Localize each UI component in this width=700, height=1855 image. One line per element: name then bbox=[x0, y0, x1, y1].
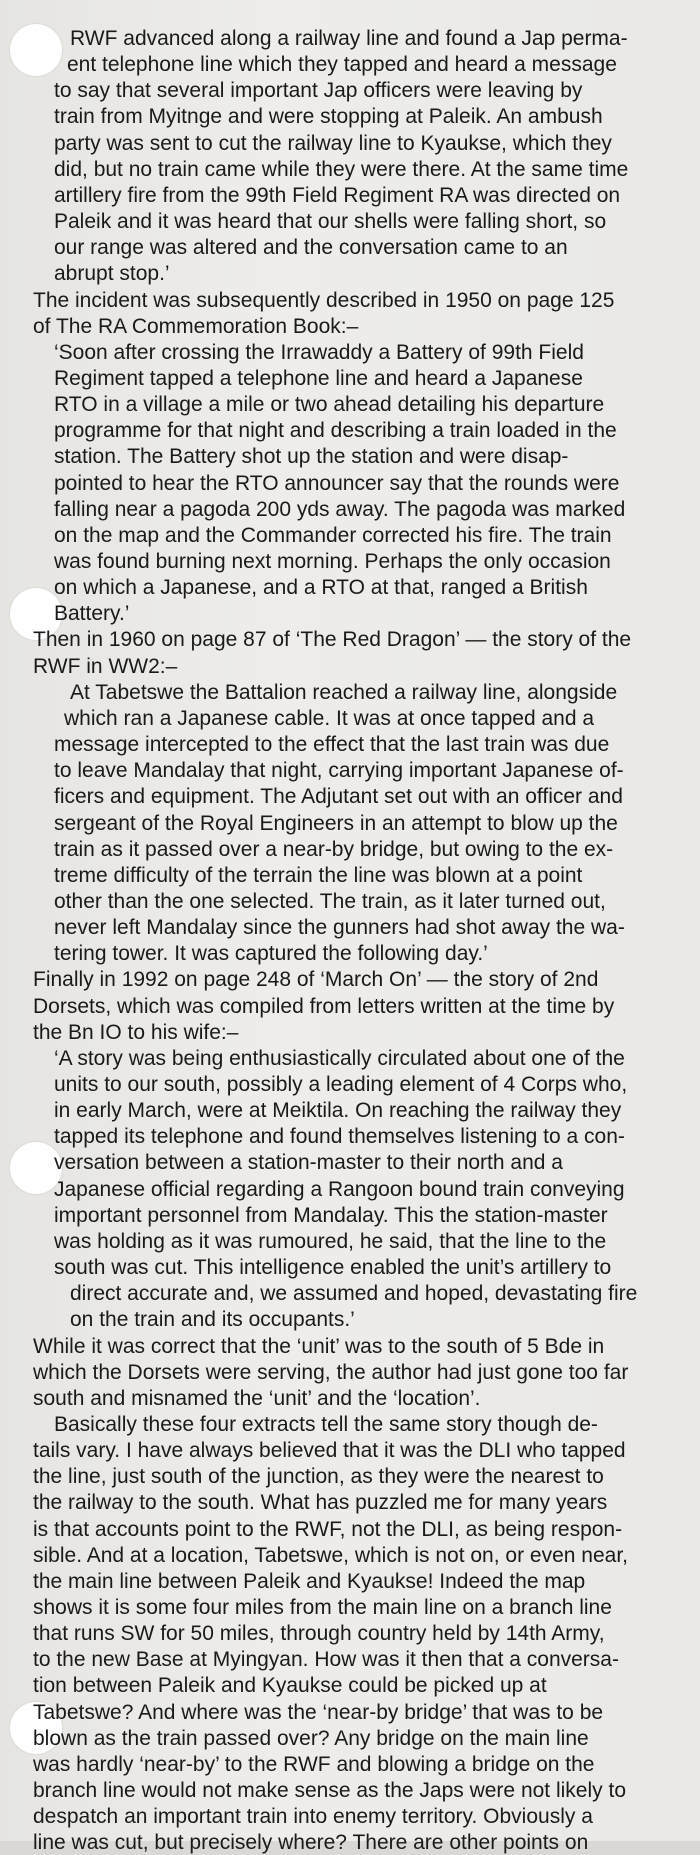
text-line: Then in 1960 on page 87 of ‘The Red Dragon’ — the story of the bbox=[33, 628, 632, 652]
text-line: to the new Base at Myingyan. How was it then that a conversa- bbox=[33, 1648, 619, 1672]
text-line: While it was correct that the ‘unit’ was to the south of 5 Bde in bbox=[33, 1334, 605, 1358]
text-line: Regiment tapped a telephone line and heard a Japanese bbox=[54, 366, 583, 390]
text-line: shows it is some four miles from the main line on a branch line bbox=[33, 1596, 612, 1619]
text-line: branch line would not make sense as the Japs were not likely to bbox=[33, 1779, 626, 1803]
text-line: sergeant of the Royal Engineers in an attempt to blow up the bbox=[54, 811, 618, 835]
text-line: line was cut, but precisely where? There are other points on bbox=[33, 1831, 589, 1855]
text-line: on the train and its occupants.’ bbox=[70, 1308, 355, 1332]
text-line: is that accounts point to the RWF, not the DLI, as being respon- bbox=[33, 1517, 623, 1541]
text-line: important personnel from Mandalay. This the station-master bbox=[54, 1203, 608, 1227]
text-line: RWF advanced along a railway line and found a Jap perma- bbox=[70, 27, 628, 50]
text-line: the line, just south of the junction, as they were the nearest to bbox=[33, 1465, 604, 1489]
text-line: RWF in WW2:– bbox=[33, 654, 178, 678]
text-line: on which a Japanese, and a RTO at that, ranged a British bbox=[54, 576, 588, 600]
text-line: train as it passed over a near-by bridge, but owing to the ex- bbox=[54, 837, 614, 861]
text-line: Tabetswe? And where was the ‘near-by bridge’ that was to be bbox=[33, 1700, 604, 1724]
text-line: Paleik and it was heard that our shells were falling short, so bbox=[54, 210, 607, 234]
text-line: At Tabetswe the Battalion reached a railway line, alongside bbox=[70, 680, 618, 704]
text-line: abrupt stop.’ bbox=[54, 262, 170, 286]
text-line: ‘A story was being enthusiastically circulated about one of the bbox=[54, 1046, 625, 1070]
text-line: station. The Battery shot up the station and were disap- bbox=[54, 445, 569, 469]
text-line: ‘Soon after crossing the Irrawaddy a Battery of 99th Field bbox=[54, 340, 584, 364]
text-line: direct accurate and, we assumed and hoped, devastating fire bbox=[70, 1282, 638, 1306]
text-line: ficers and equipment. The Adjutant set out with an officer and bbox=[54, 785, 623, 809]
text-line: programme for that night and describing a train loaded in the bbox=[54, 419, 617, 443]
text-line: our range was altered and the conversation came to an bbox=[54, 236, 568, 260]
text-line: which the Dorsets were serving, the author had just gone too far bbox=[33, 1360, 629, 1384]
text-line: south was cut. This intelligence enabled the unit’s artillery to bbox=[54, 1256, 612, 1280]
text-line: versation between a station-master to their north and a bbox=[54, 1151, 563, 1175]
text-line: units to our south, possibly a leading element of 4 Corps who, bbox=[54, 1073, 628, 1096]
text-line: ent telephone line which they tapped and heard a message bbox=[67, 53, 617, 77]
text-line: RTO in a village a mile or two ahead detailing his departure bbox=[54, 393, 605, 417]
punch-hole bbox=[10, 24, 62, 76]
text-line: other than the one selected. The train, as it later turned out, bbox=[54, 889, 606, 913]
text-line: Japanese official regarding a Rangoon bound train conveying bbox=[54, 1177, 625, 1201]
text-line: was found burning next morning. Perhaps the only occasion bbox=[54, 550, 611, 573]
text-line: pointed to hear the RTO announcer say that the rounds were bbox=[54, 471, 620, 495]
text-line: the Bn IO to his wife:– bbox=[33, 1020, 239, 1044]
text-line: did, but no train came while they were there. At the same time bbox=[54, 157, 629, 181]
text-line: the main line between Paleik and Kyaukse! Indeed the map bbox=[33, 1569, 586, 1593]
text-line: blown as the train passed over? Any bridge on the main line bbox=[33, 1726, 589, 1750]
text-line: treme difficulty of the terrain the line was blown at a point bbox=[54, 863, 583, 887]
text-line: Finally in 1992 on page 248 of ‘March On’ — the story of 2nd bbox=[33, 968, 599, 992]
text-line: was hardly ‘near-by’ to the RWF and blowing a bridge on the bbox=[33, 1752, 595, 1776]
text-line: despatch an important train into enemy territory. Obviously a bbox=[33, 1805, 593, 1829]
text-line: tapped its telephone and found themselves listening to a con- bbox=[54, 1125, 625, 1149]
text-line: to say that several important Jap officers were leaving by bbox=[54, 79, 583, 103]
text-line: in early March, were at Meiktila. On reaching the railway they bbox=[54, 1099, 622, 1123]
text-line: Dorsets, which was compiled from letters written at the time by bbox=[33, 994, 615, 1018]
text-line: Battery.’ bbox=[54, 602, 130, 626]
text-line: artillery fire from the 99th Field Regiment RA was directed on bbox=[54, 183, 621, 207]
text-line: tion between Paleik and Kyaukse could be picked up at bbox=[33, 1674, 547, 1698]
text-line: tering tower. It was captured the following day.’ bbox=[54, 942, 488, 966]
text-line: tails vary. I have always believed that it was the DLI who tapped bbox=[33, 1439, 626, 1463]
text-line: falling near a pagoda 200 yds away. The pagoda was marked bbox=[54, 497, 626, 521]
text-line: on the map and the Commander corrected his fire. The train bbox=[54, 523, 612, 547]
text-line: which ran a Japanese cable. It was at once tapped and a bbox=[64, 706, 595, 730]
text-line: party was sent to cut the railway line to Kyaukse, which they bbox=[54, 131, 612, 155]
text-line: message intercepted to the effect that the last train was due bbox=[54, 733, 610, 757]
text-line: south and misnamed the ‘unit’ and the ‘location’. bbox=[33, 1386, 481, 1410]
text-line: never left Mandalay since the gunners had shot away the wa- bbox=[54, 916, 625, 940]
text-line: train from Myitnge and were stopping at Paleik. An ambush bbox=[54, 105, 603, 129]
text-line: to leave Mandalay that night, carrying important Japanese of- bbox=[54, 759, 624, 783]
text-line: of The RA Commemoration Book:– bbox=[33, 314, 359, 338]
text-line: sible. And at a location, Tabetswe, which is not on, or even near, bbox=[33, 1543, 628, 1567]
text-line: the railway to the south. What has puzzled me for many years bbox=[33, 1491, 608, 1515]
text-line: that runs SW for 50 miles, through country held by 14th Army, bbox=[33, 1622, 605, 1646]
text-line: The incident was subsequently described in 1950 on page 125 bbox=[33, 288, 615, 312]
text-line: Basically these four extracts tell the same story though de- bbox=[54, 1412, 598, 1436]
text-line: was holding as it was rumoured, he said, that the line to the bbox=[54, 1229, 607, 1253]
